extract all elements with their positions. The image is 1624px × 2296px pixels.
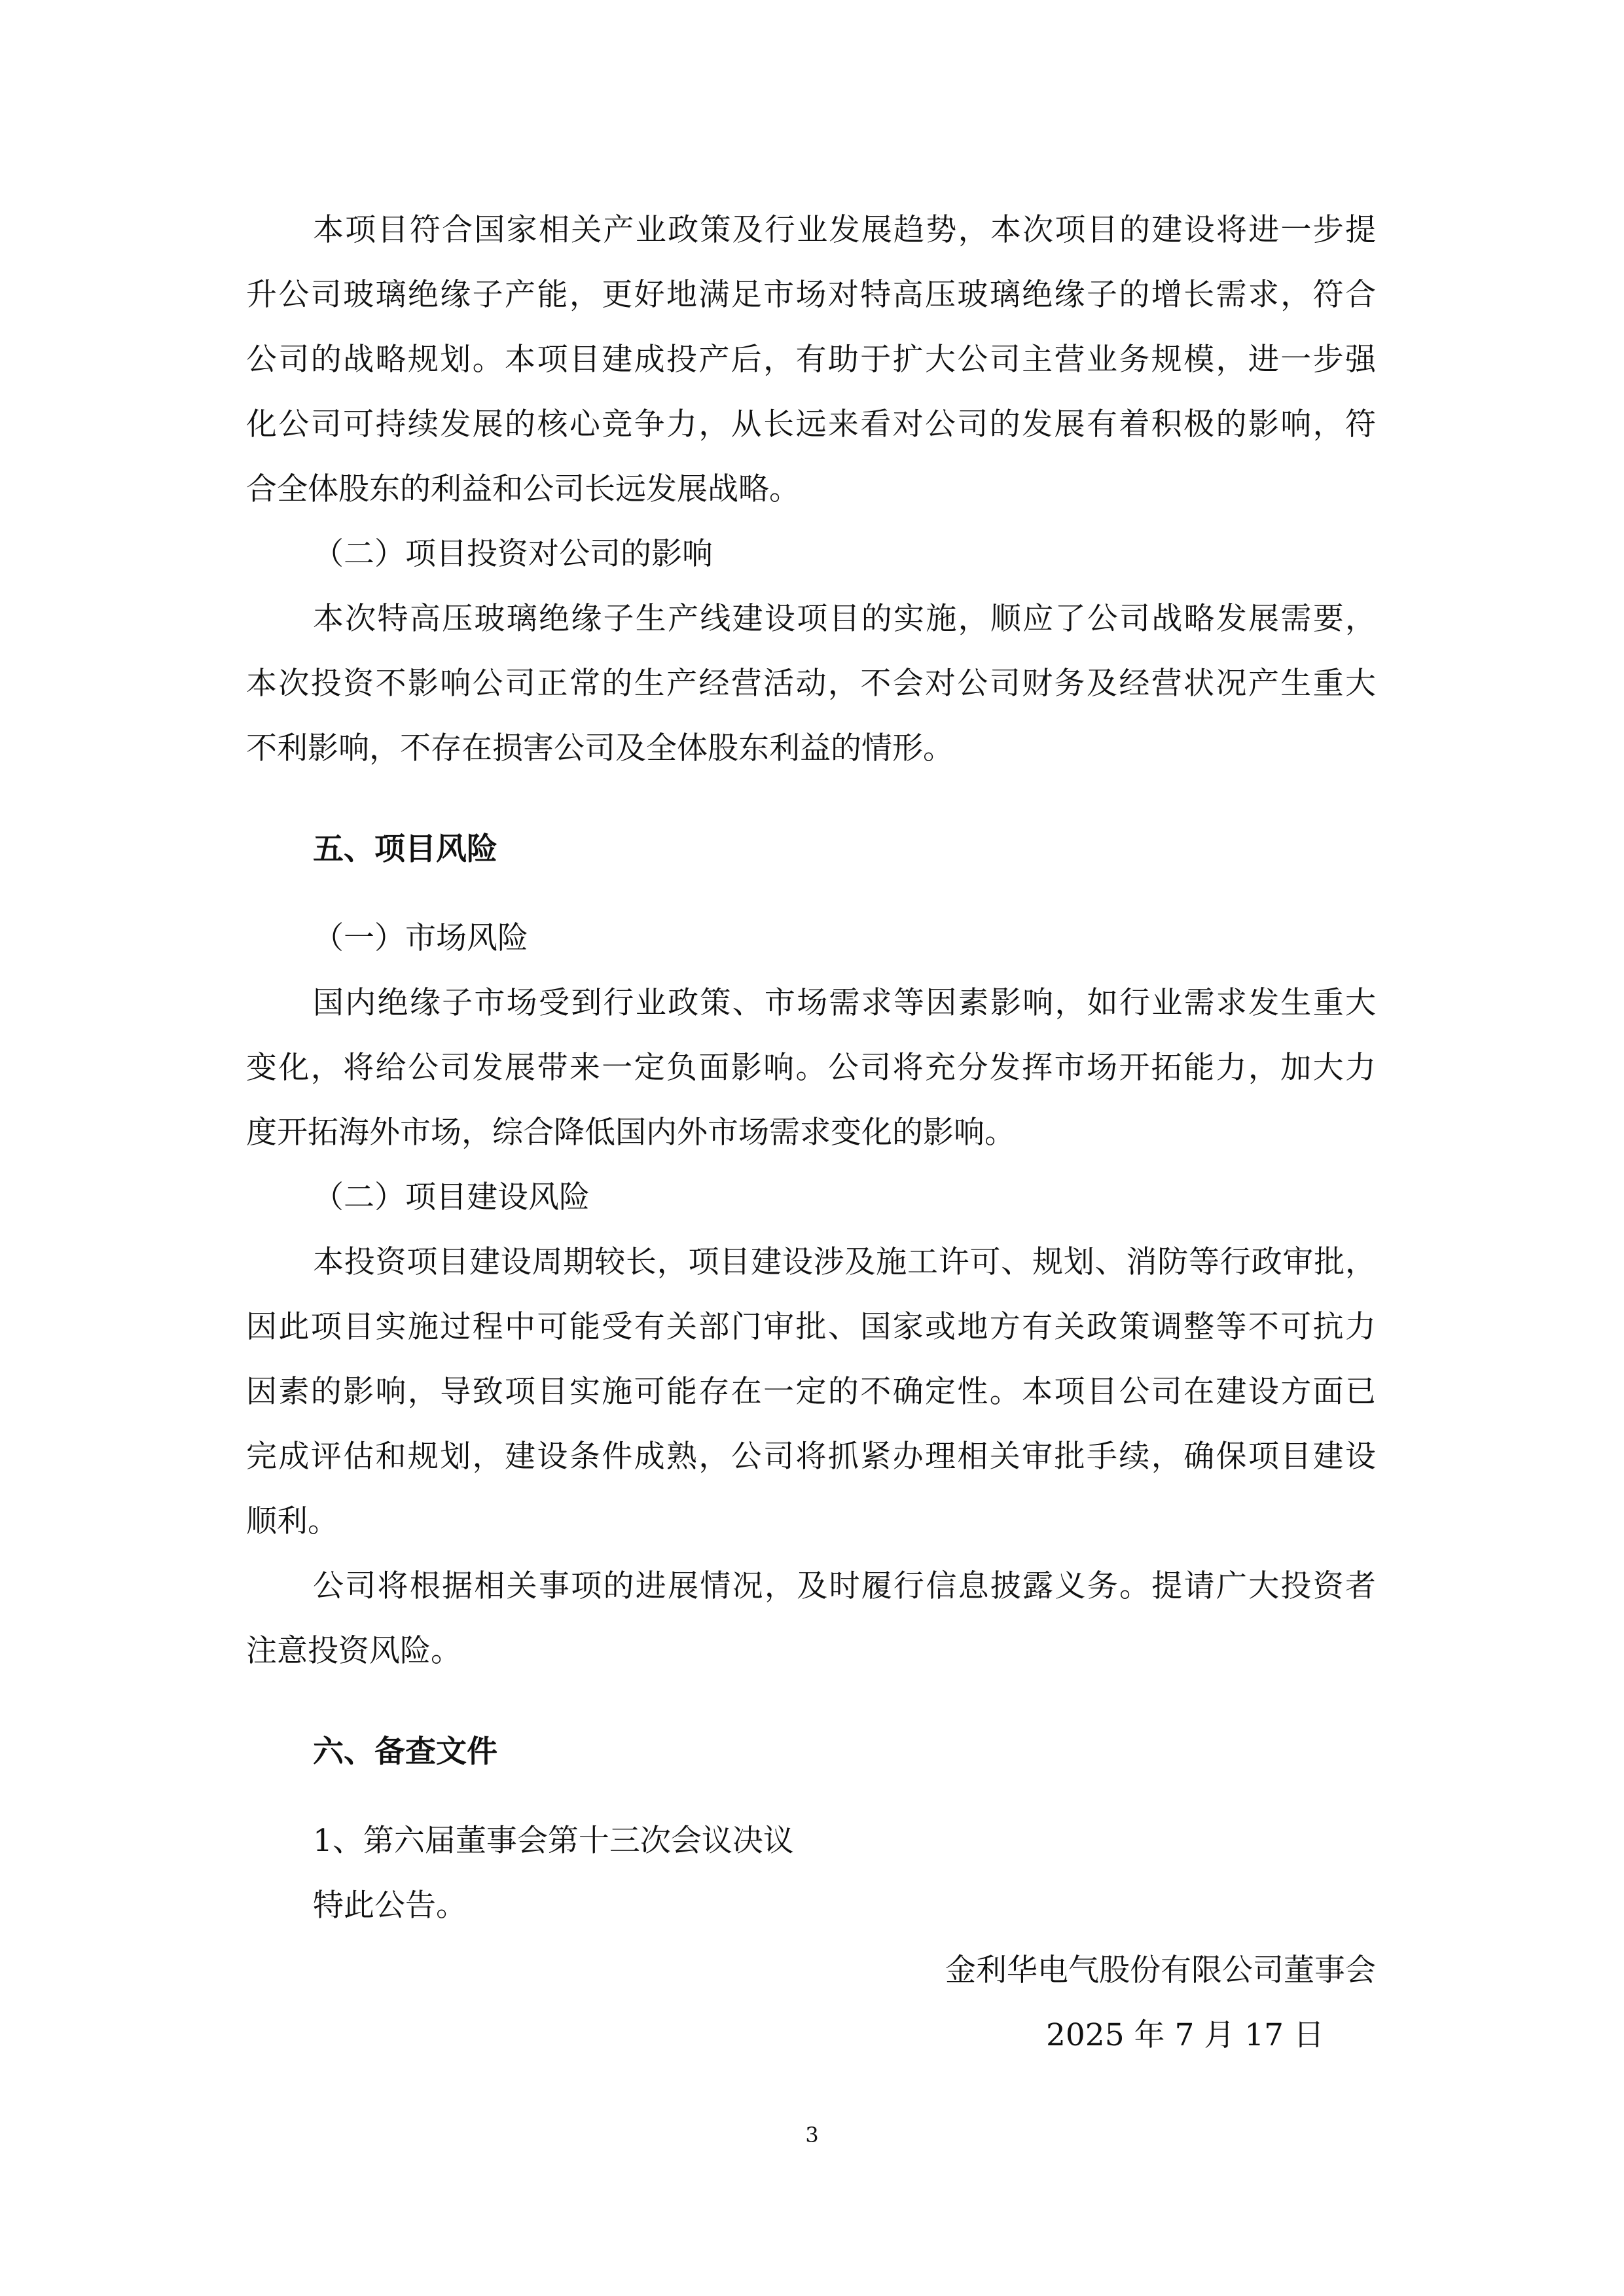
intro-para-line-4: 化公司可持续发展的核心竞争力，从长远来看对公司的发展有着积极的影响，符 (246, 406, 1376, 442)
construction-risk-para-line-3: 因素的影响，导致项目实施可能存在一定的不确定性。本项目公司在建设方面已 (246, 1374, 1376, 1410)
page-number: 3 (805, 2123, 819, 2147)
subsection-impact-title: （二）项目投资对公司的影响 (313, 536, 713, 572)
market-risk-para-line-1: 国内绝缘子市场受到行业政策、市场需求等因素影响，如行业需求发生重大 (313, 985, 1376, 1021)
intro-para-line-1: 本项目符合国家相关产业政策及行业发展趋势，本次项目的建设将进一步提 (313, 212, 1376, 248)
signature-date: 2025 年 7 月 17 日 (1046, 2017, 1325, 2053)
market-risk-para-line-2: 变化，将给公司发展带来一定负面影响。公司将充分发挥市场开拓能力，加大力 (246, 1050, 1376, 1086)
intro-para-line-2: 升公司玻璃绝缘子产能，更好地满足市场对特高压玻璃绝缘子的增长需求，符合 (246, 277, 1376, 313)
document-list-item: 1、第六届董事会第十三次会议决议 (313, 1823, 794, 1859)
section-heading-documents: 六、备查文件 (313, 1734, 497, 1770)
construction-risk-para-line-2: 因此项目实施过程中可能受有关部门审批、国家或地方有关政策调整等不可抗力 (246, 1309, 1376, 1345)
impact-para-line-3: 不利影响，不存在损害公司及全体股东利益的情形。 (246, 730, 954, 766)
impact-para-line-2: 本次投资不影响公司正常的生产经营活动，不会对公司财务及经营状况产生重大 (246, 666, 1376, 702)
market-risk-para-line-3: 度开拓海外市场，综合降低国内外市场需求变化的影响。 (246, 1115, 1015, 1151)
construction-risk-para-line-1: 本投资项目建设周期较长，项目建设涉及施工许可、规划、消防等行政审批， (313, 1244, 1376, 1280)
signature-company: 金利华电气股份有限公司董事会 (945, 1952, 1376, 1988)
section-heading-risks: 五、项目风险 (313, 831, 497, 867)
closing-statement: 特此公告。 (313, 1888, 467, 1924)
construction-risk-para-line-4: 完成评估和规划，建设条件成熟，公司将抓紧办理相关审批手续，确保项目建设 (246, 1439, 1376, 1475)
disclosure-para-line-2: 注意投资风险。 (246, 1633, 461, 1669)
impact-para-line-1: 本次特高压玻璃绝缘子生产线建设项目的实施，顺应了公司战略发展需要， (313, 601, 1376, 637)
intro-para-line-5: 合全体股东的利益和公司长远发展战略。 (246, 471, 800, 507)
intro-para-line-3: 公司的战略规划。本项目建成投产后，有助于扩大公司主营业务规模，进一步强 (246, 342, 1376, 378)
disclosure-para-line-1: 公司将根据相关事项的进展情况，及时履行信息披露义务。提请广大投资者 (313, 1568, 1376, 1604)
subsection-market-risk-title: （一）市场风险 (313, 920, 528, 956)
subsection-construction-risk-title: （二）项目建设风险 (313, 1179, 590, 1215)
construction-risk-para-line-5: 顺利。 (246, 1503, 338, 1539)
